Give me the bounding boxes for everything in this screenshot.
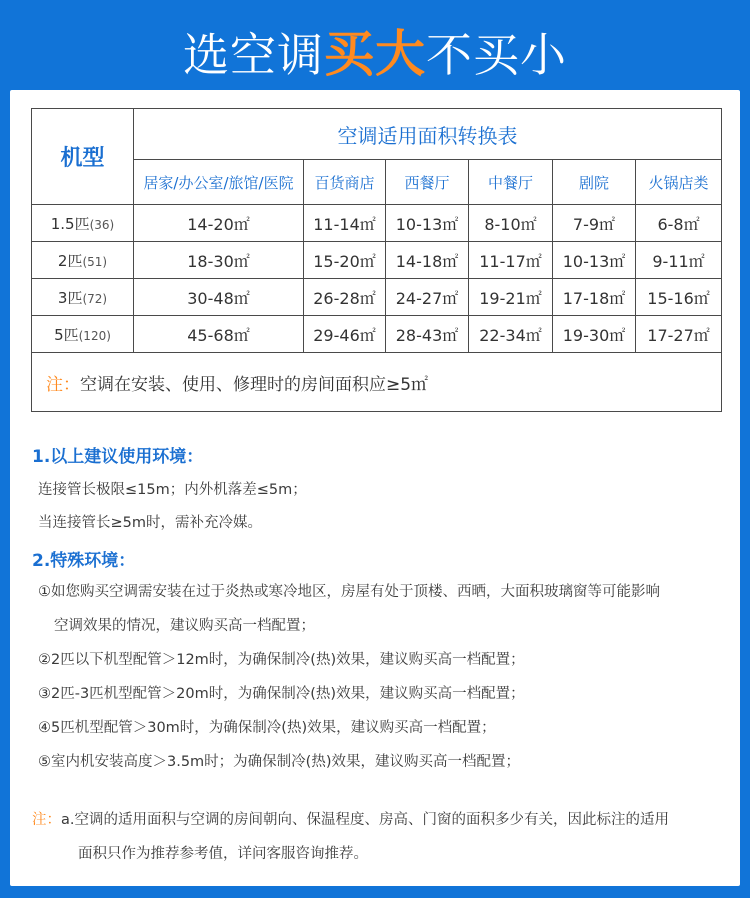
footer-note-text: a.空调的适用面积与空调的房间朝向、保温程度、房高、门窗的面积多少有关，因此标注的适用 [61,812,669,828]
model-hp: (72) [82,291,108,306]
table-cell: 15-16㎡ [636,279,722,316]
table-cell: 10-13㎡ [386,205,469,242]
table-note-row [32,353,722,412]
title-suffix: 不买小 [426,28,567,82]
table-title: 空调适用面积转换表 [134,109,722,160]
table-cell: 19-21㎡ [469,279,553,316]
table-cell: 24-27㎡ [386,279,469,316]
table-cell: 30-48㎡ [134,279,304,316]
model-cell [32,205,134,242]
title-highlight: 买大 [324,25,426,83]
page-title [0,26,750,83]
section2-line: ③2匹-3匹机型配管＞20m时，为确保制冷(热)效果，建议购买高一档配置； [38,686,525,702]
model-hp: (120) [78,328,111,343]
column-header-row [32,160,722,205]
column-header: 火锅店类 [636,160,722,205]
table-note [32,353,722,412]
model-label: 3匹 [57,288,83,307]
model-header: 机型 [32,109,134,205]
table-cell: 17-27㎡ [636,316,722,353]
note-text: 空调在安装、使用、修理时的房间面积应≥5㎡ [80,374,429,395]
section1-line: 当连接管长≥5m时，需补充冷媒。 [38,515,262,531]
table-cell: 45-68㎡ [134,316,304,353]
table-cell: 18-30㎡ [134,242,304,279]
table-cell: 6-8㎡ [636,205,722,242]
table-cell: 26-28㎡ [304,279,386,316]
model-label: 5匹 [54,325,79,344]
table-cell: 28-43㎡ [386,316,469,353]
table-row [32,316,722,353]
model-cell [32,316,134,353]
model-hp: (36) [89,217,115,232]
section2-line: ⑤室内机安装高度＞3.5m时；为确保制冷(热)效果，建议购买高一档配置； [38,754,520,770]
content-panel [10,90,740,886]
table-cell: 14-20㎡ [134,205,304,242]
table-cell: 9-11㎡ [636,242,722,279]
column-header: 西餐厅 [386,160,469,205]
table-cell: 14-18㎡ [386,242,469,279]
area-conversion-table [31,108,722,412]
table-cell: 22-34㎡ [469,316,553,353]
column-header: 中餐厅 [469,160,553,205]
title-prefix: 选空调 [183,28,324,82]
footer-note-line1 [32,808,669,829]
table-cell: 10-13㎡ [553,242,636,279]
table-cell: 7-9㎡ [553,205,636,242]
header-banner [0,0,750,100]
section2-line: ④5匹机型配管＞30m时，为确保制冷(热)效果，建议购买高一档配置； [38,720,496,736]
section2-line: 空调效果的情况，建议购买高一档配置； [54,618,315,634]
table-row [32,242,722,279]
column-header: 剧院 [553,160,636,205]
section1-line: 连接管长极限≤15m；内外机落差≤5m； [38,482,307,498]
footer-note-label: 注： [32,812,61,828]
footer-note-line2: 面积只作为推荐参考值，详问客服咨询推荐。 [78,846,368,862]
table-cell: 15-20㎡ [304,242,386,279]
table-cell: 11-14㎡ [304,205,386,242]
table-cell: 19-30㎡ [553,316,636,353]
table-cell: 8-10㎡ [469,205,553,242]
section2-title: 2.特殊环境： [32,551,136,571]
section1-title: 1.以上建议使用环境： [32,447,204,467]
model-cell [32,242,134,279]
column-header: 百货商店 [304,160,386,205]
model-cell [32,279,134,316]
table-cell: 11-17㎡ [469,242,553,279]
table-row [32,279,722,316]
section2-line: ①如您购买空调需安装在过于炎热或寒冷地区，房屋有处于顶楼、西晒，大面积玻璃窗等可能影响 [38,584,660,600]
column-header: 居家/办公室/旅馆/医院 [134,160,304,205]
section2-line: ②2匹以下机型配管＞12m时，为确保制冷(热)效果，建议购买高一档配置； [38,652,525,668]
table-cell: 29-46㎡ [304,316,386,353]
model-hp: (51) [82,254,108,269]
model-label: 2匹 [57,251,83,270]
model-label: 1.5匹 [50,214,90,233]
table-row [32,205,722,242]
note-label: 注： [46,374,80,395]
table-cell: 17-18㎡ [553,279,636,316]
